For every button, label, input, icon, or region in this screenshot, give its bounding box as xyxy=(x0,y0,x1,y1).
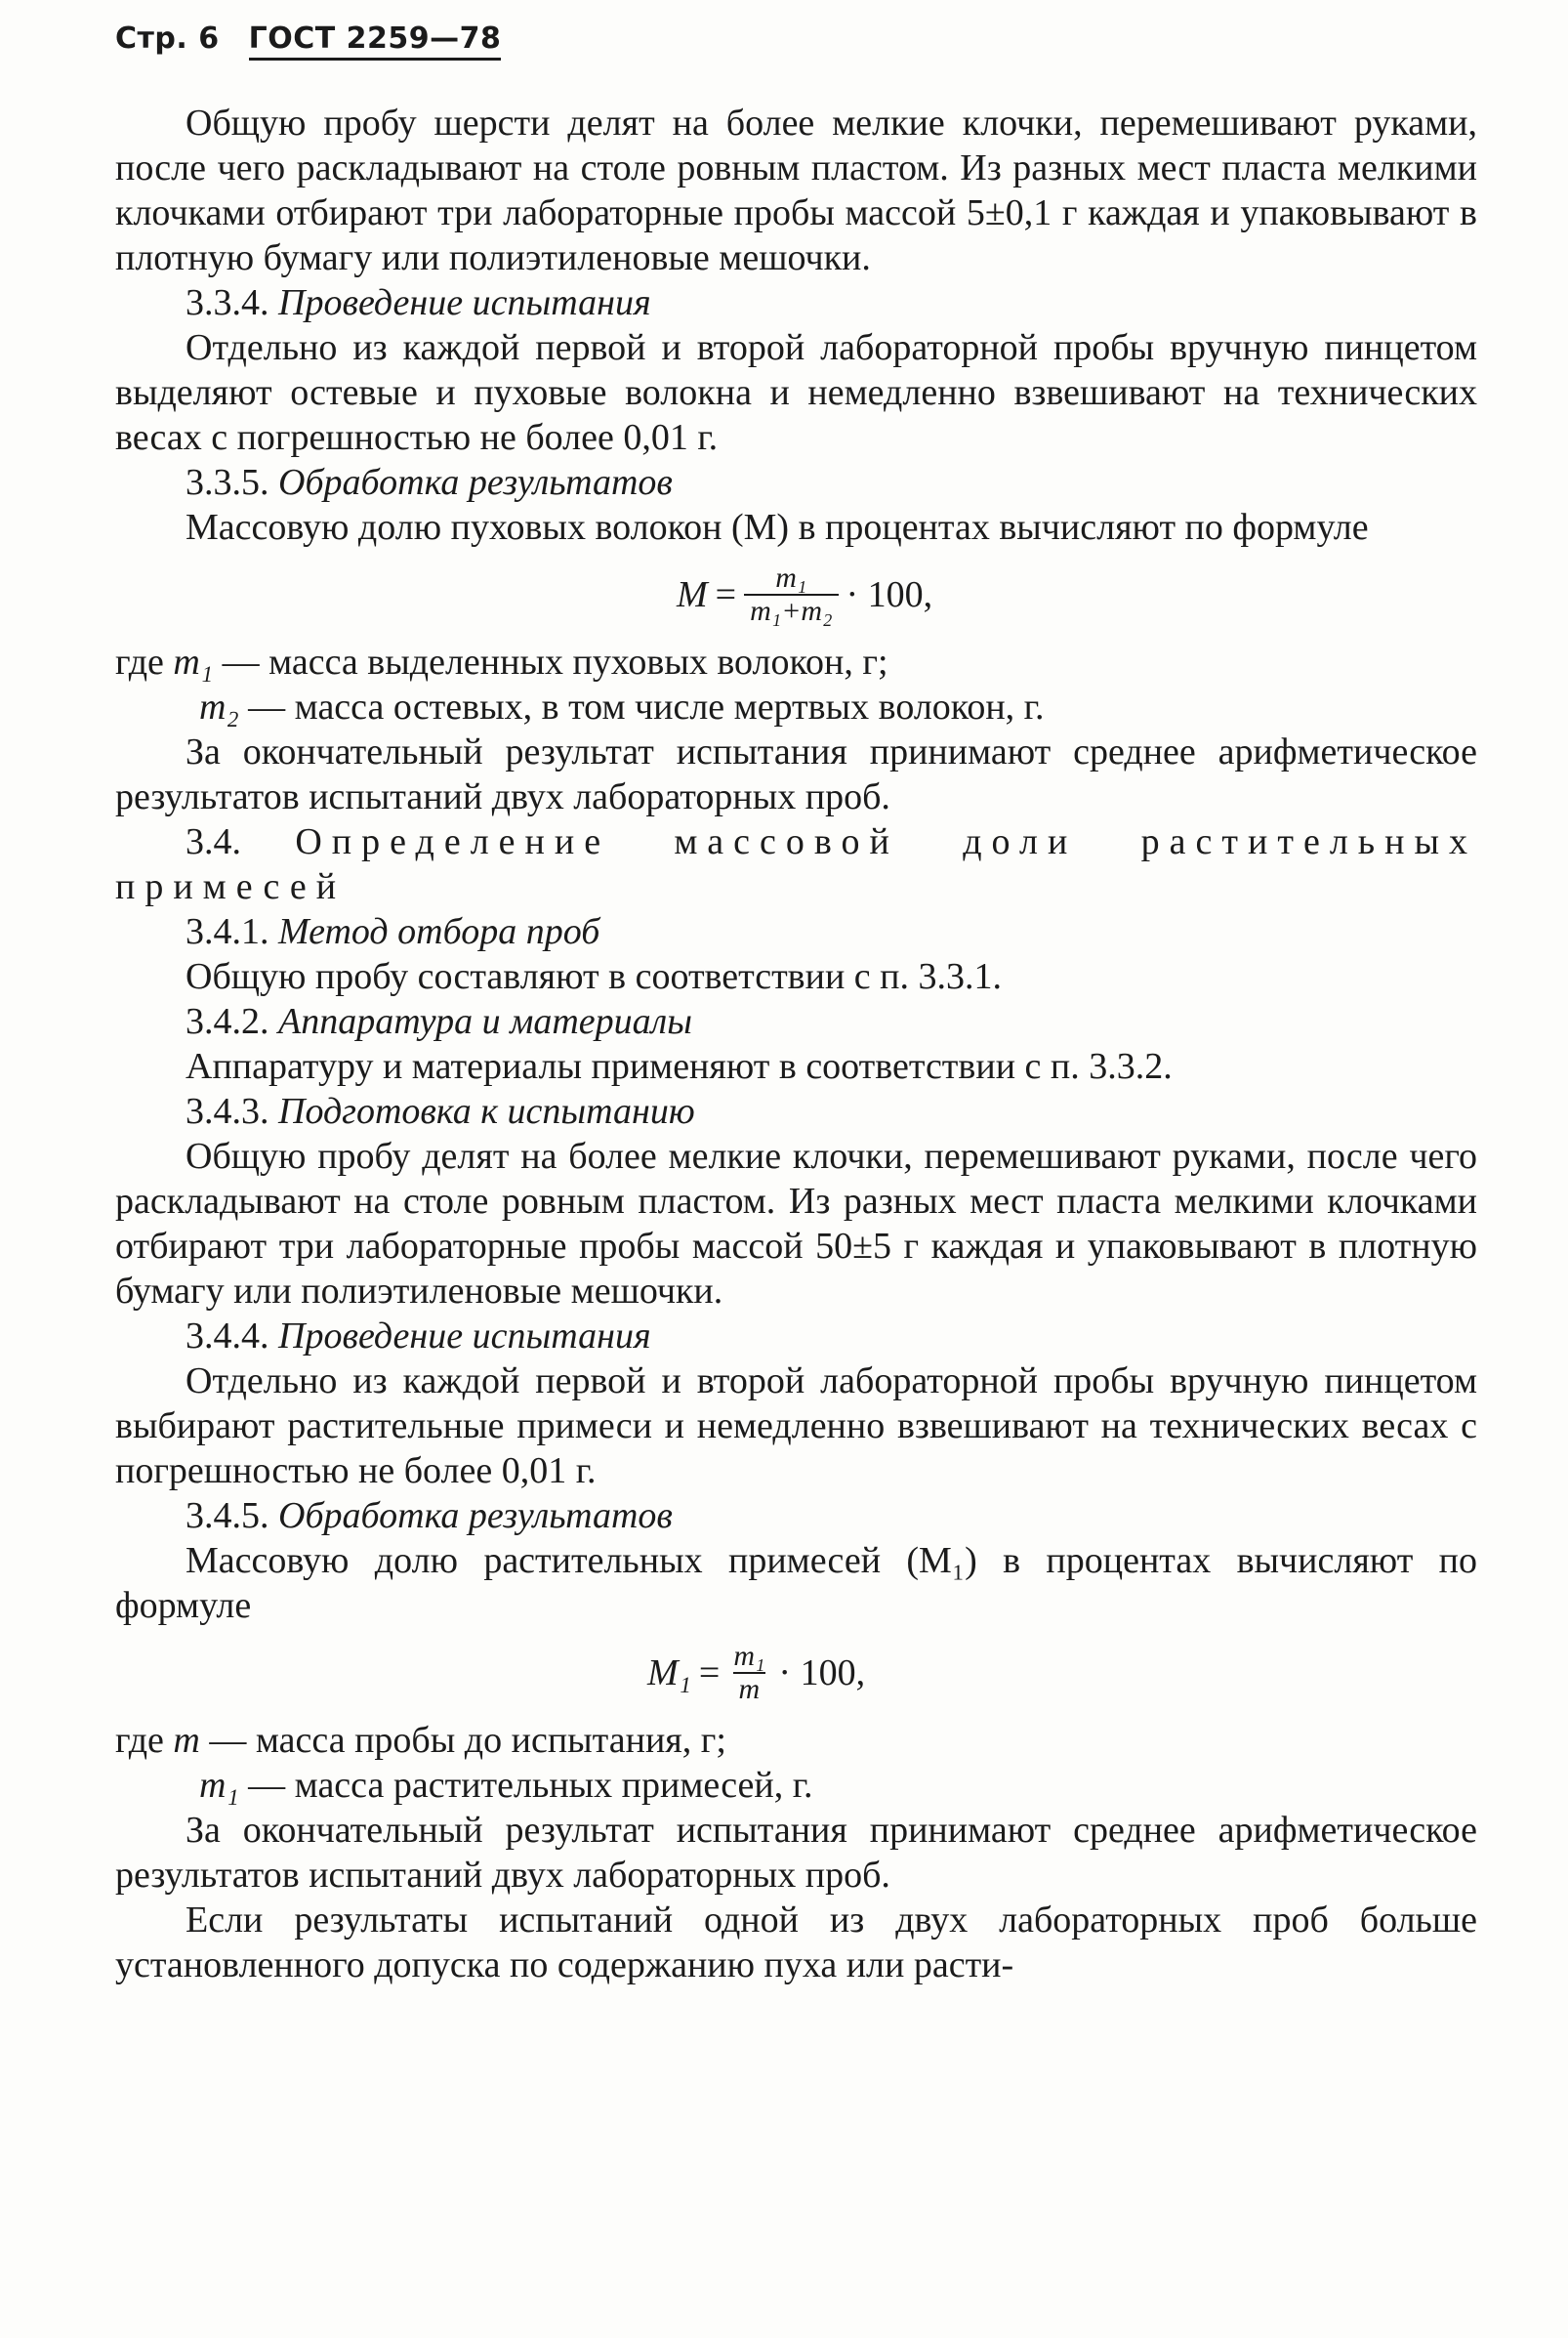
document-body xyxy=(115,101,1477,1987)
formula-legend-item xyxy=(115,685,1477,730)
legend-text: — масса пробы до испытания, г; xyxy=(209,1720,726,1761)
formula-equals: = xyxy=(715,574,737,615)
legend-where: где xyxy=(115,642,164,683)
paragraph: Аппаратуру и материалы применяют в соответствии с п. 3.3.2. xyxy=(186,1046,1173,1087)
legend-variable: m₁ xyxy=(173,642,214,683)
section-number: 3.3.4. xyxy=(186,282,269,323)
section-number: 3.3.5. xyxy=(186,462,269,503)
section-number: 3.4. xyxy=(186,821,241,862)
section-title: Определение массовой доли растительных примесей xyxy=(115,821,1477,907)
paragraph: Общую пробу шерсти делят на более мелкие клочки, перемешивают руками, после чего раскладывают на столе ровным пластом. Из разных мест пласта мелкими клочками отбирают три лабораторные пробы массой 5±0,1 г каждая и упаковывают в плотную бумагу или полиэтиленовые мешочки. xyxy=(115,103,1477,278)
paragraph: Массовую долю растительных примесей (M₁) в процентах вычисляют по формуле xyxy=(115,1540,1477,1626)
paragraph: За окончательный результат испытания принимают среднее арифметическое результатов испытаний двух лабораторных проб. xyxy=(115,731,1477,817)
page-header xyxy=(115,21,501,61)
paragraph: За окончательный результат испытания принимают среднее арифметическое результатов испытаний двух лабораторных проб. xyxy=(115,1810,1477,1896)
section-number: 3.4.5. xyxy=(186,1495,269,1536)
paragraph: Массовую долю пуховых волокон (M) в процентах вычисляют по формуле xyxy=(186,507,1369,548)
standard-name: ГОСТ xyxy=(248,21,336,56)
formula-legend-item xyxy=(115,1763,1477,1808)
section-title: Метод отбора проб xyxy=(278,911,600,952)
section-title: Подготовка к испытанию xyxy=(278,1091,695,1132)
section-heading-3-3-4 xyxy=(115,280,1477,325)
standard-designation xyxy=(249,21,502,61)
legend-variable: m₂ xyxy=(199,687,239,728)
paragraph: Общую пробу делят на более мелкие клочки, перемешивают руками, после чего раскладывают на столе ровным пластом. Из разных мест пласта мелкими клочками отбирают три лабораторные пробы массой 50±5 г каждая и упаковывают в плотную бумагу или полиэтиленовые мешочки. xyxy=(115,1136,1477,1312)
section-number: 3.4.3. xyxy=(186,1091,269,1132)
section-title: Обработка результатов xyxy=(278,1495,673,1536)
section-heading-3-4-1 xyxy=(115,909,1477,954)
paragraph: Отдельно из каждой первой и второй лабораторной пробы вручную пинцетом выделяют остевые и пуховые волокна и немедленно взвешивают на технических весах с погрешностью не более 0,01 г. xyxy=(115,327,1477,458)
formula-rhs: · 100, xyxy=(846,574,933,615)
section-title: Обработка результатов xyxy=(278,462,673,503)
paragraph: Если результаты испытаний одной из двух лабораторных проб больше установленного допуска по содержанию пуха или расти- xyxy=(115,1900,1477,1985)
legend-where: где xyxy=(115,1720,164,1761)
legend-text: — масса растительных примесей, г. xyxy=(248,1765,813,1806)
legend-variable: m₁ xyxy=(199,1765,239,1806)
paragraph: Общую пробу составляют в соответствии с п. 3.3.1. xyxy=(186,956,1002,997)
formula-mass-fraction-vegetable xyxy=(115,1628,1477,1718)
section-title: Проведение испытания xyxy=(278,282,651,323)
section-heading-3-4-3 xyxy=(115,1089,1477,1134)
formula-legend-item xyxy=(115,1718,1477,1763)
section-heading-3-4 xyxy=(115,819,1477,909)
formula-fraction xyxy=(727,1641,770,1705)
section-title: Аппаратура и материалы xyxy=(278,1001,692,1042)
section-heading-3-4-5 xyxy=(115,1493,1477,1538)
legend-text: — масса выделенных пуховых волокон, г; xyxy=(222,642,888,683)
legend-text: — масса остевых, в том числе мертвых волокон, г. xyxy=(248,687,1045,728)
formula-fraction xyxy=(744,563,838,627)
page-number: Стр. 6 xyxy=(115,21,220,56)
legend-variable: m xyxy=(173,1720,200,1761)
formula-lhs: M xyxy=(677,574,708,615)
formula-lhs: M₁ xyxy=(647,1652,691,1693)
formula-legend-item xyxy=(115,640,1477,685)
section-heading-3-4-4 xyxy=(115,1314,1477,1358)
section-number: 3.4.4. xyxy=(186,1315,269,1357)
fraction-numerator: m₁ xyxy=(775,562,807,594)
standard-number: 2259—78 xyxy=(346,21,502,56)
fraction-denominator: m₁+m₂ xyxy=(744,594,838,627)
section-title: Проведение испытания xyxy=(278,1315,651,1357)
section-heading-3-4-2 xyxy=(115,999,1477,1044)
fraction-numerator: m₁ xyxy=(733,1640,765,1672)
paragraph: Отдельно из каждой первой и второй лабораторной пробы вручную пинцетом выбирают растительные примеси и немедленно взвешивают на технических весах с погрешностью не более 0,01 г. xyxy=(115,1360,1477,1491)
formula-mass-fraction-down xyxy=(115,550,1477,640)
formula-equals: = xyxy=(698,1652,721,1693)
section-number: 3.4.1. xyxy=(186,911,269,952)
formula-rhs: · 100, xyxy=(778,1652,866,1693)
section-heading-3-3-5 xyxy=(115,460,1477,505)
fraction-denominator: m xyxy=(733,1672,766,1705)
section-number: 3.4.2. xyxy=(186,1001,269,1042)
